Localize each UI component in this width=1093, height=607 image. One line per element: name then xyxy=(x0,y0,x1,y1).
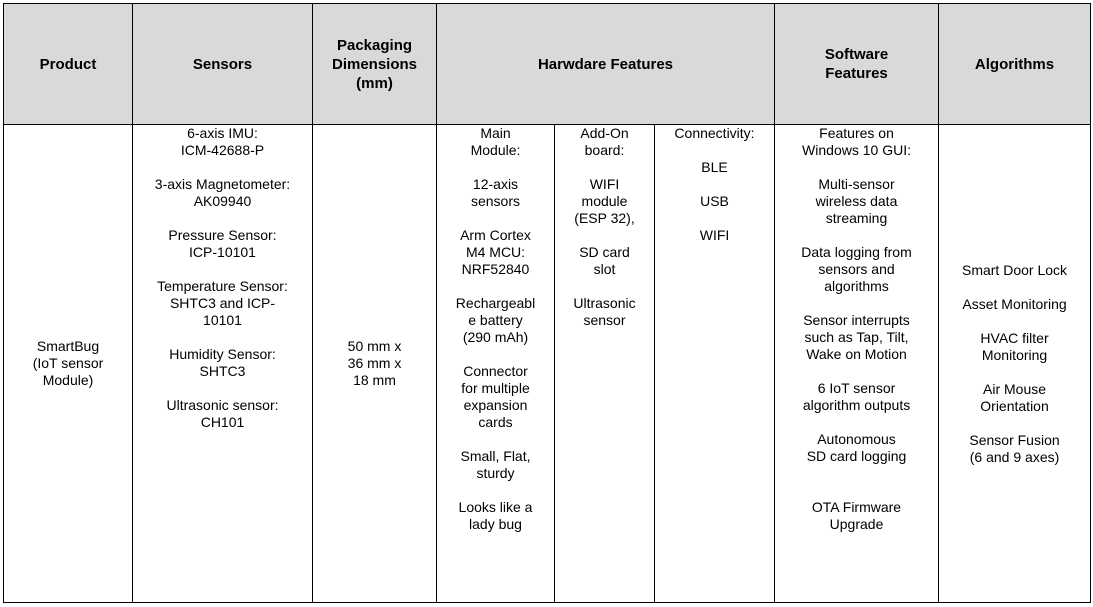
list-item xyxy=(137,278,308,329)
cell-line: Smart Door Lock xyxy=(961,261,1068,278)
list-item xyxy=(779,125,934,159)
list-item xyxy=(779,312,934,363)
cell-line: streaming xyxy=(825,210,888,226)
list-item xyxy=(559,295,650,329)
cell-line: Connector xyxy=(463,363,528,379)
cell-line: 50 mm x xyxy=(347,338,402,354)
cell-line: Air Mouse xyxy=(983,380,1047,397)
list-item xyxy=(559,125,650,159)
header-packaging xyxy=(313,4,437,125)
cell-line: 36 mm x xyxy=(347,355,402,371)
header-packaging-text: Packaging Dimensions (mm) xyxy=(331,36,418,92)
cell-line: M4 MCU: xyxy=(465,244,526,260)
cell-line: wireless data xyxy=(815,193,898,209)
list-item xyxy=(659,227,770,244)
list-item xyxy=(441,363,550,431)
table-row xyxy=(4,125,1091,603)
header-software xyxy=(775,4,939,125)
cell-line: NRF52840 xyxy=(461,261,530,277)
cell-algorithms xyxy=(939,125,1091,603)
cell-line: 6-axis IMU: xyxy=(187,125,258,141)
list-item xyxy=(137,227,308,261)
list-item xyxy=(943,381,1086,415)
cell-line: 10101 xyxy=(203,312,242,328)
header-software-text: Software Features xyxy=(824,46,889,82)
cell-line: (ESP 32), xyxy=(574,210,635,226)
cell-line: Ultrasonic sensor: xyxy=(166,397,279,413)
cell-line: 3-axis Magnetometer: xyxy=(154,176,291,192)
cell-line: Sensor interrupts xyxy=(803,312,910,328)
cell-line: slot xyxy=(593,261,616,277)
cell-line: SHTC3 xyxy=(199,363,246,379)
list-item xyxy=(441,125,550,159)
cell-line: 18 mm xyxy=(353,372,396,388)
list-item xyxy=(779,499,934,533)
list-item xyxy=(779,244,934,295)
list-item xyxy=(943,432,1086,466)
cell-packaging xyxy=(313,125,437,603)
cell-line: Looks like a xyxy=(458,499,533,515)
list-item xyxy=(137,176,308,210)
cell-line: lady bug xyxy=(469,516,522,532)
cell-line: (IoT sensor xyxy=(32,355,104,371)
cell-line: Connectivity: xyxy=(674,125,755,141)
cell-sensors xyxy=(133,125,313,603)
cell-line: Multi-sensor xyxy=(818,176,895,192)
header-sensors: Sensors xyxy=(133,4,313,125)
list-item xyxy=(779,431,934,465)
cell-line: SHTC3 and ICP- xyxy=(169,295,276,311)
list-item xyxy=(943,330,1086,364)
cell-line: Small, Flat, xyxy=(460,448,531,464)
cell-line: (6 and 9 axes) xyxy=(969,448,1060,465)
cell-hw-addon-board xyxy=(555,125,655,603)
cell-line: sturdy xyxy=(476,465,515,481)
cell-product xyxy=(4,125,133,603)
cell-line: (290 mAh) xyxy=(462,329,529,345)
list-item xyxy=(943,296,1086,313)
cell-line: board: xyxy=(584,142,625,158)
cell-line: WIFI xyxy=(589,176,620,192)
cell-line: Rechargeabl xyxy=(455,295,536,311)
product-spec-table xyxy=(3,3,1091,603)
cell-line: algorithms xyxy=(824,278,889,294)
list-item xyxy=(559,244,650,278)
cell-line: Arm Cortex xyxy=(460,227,531,243)
cell-line: expansion xyxy=(463,397,528,413)
cell-line: AK09940 xyxy=(193,193,252,209)
list-item xyxy=(659,125,770,142)
list-item xyxy=(441,448,550,482)
cell-hw-connectivity xyxy=(655,125,775,603)
list-item xyxy=(559,176,650,227)
cell-line: Ultrasonic xyxy=(573,295,636,311)
cell-line: HVAC filter xyxy=(980,329,1049,346)
cell-hw-main-module xyxy=(437,125,555,603)
cell-line: Humidity Sensor: xyxy=(169,346,276,362)
list-item xyxy=(659,193,770,210)
list-item xyxy=(659,159,770,176)
cell-line: Windows 10 GUI: xyxy=(802,142,911,158)
cell-line: Module) xyxy=(42,372,94,388)
cell-line: algorithm outputs xyxy=(802,397,911,413)
cell-line: Orientation xyxy=(980,397,1049,414)
cell-line: Sensor Fusion xyxy=(969,431,1060,448)
list-item xyxy=(943,262,1086,279)
cell-line: Module: xyxy=(470,142,521,158)
packaging-dimensions xyxy=(317,338,432,389)
cell-line: SmartBug xyxy=(36,338,100,354)
list-item xyxy=(441,499,550,533)
list-item xyxy=(137,397,308,431)
product-name xyxy=(8,338,128,389)
cell-line: for multiple xyxy=(461,380,530,396)
cell-line: Monitoring xyxy=(981,346,1048,363)
cell-line: ICM-42688-P xyxy=(180,142,265,158)
cell-line: sensor xyxy=(583,312,626,328)
cell-line: Data logging from xyxy=(801,244,912,260)
list-item xyxy=(779,380,934,414)
cell-line: such as Tap, Tilt, xyxy=(804,329,909,345)
cell-line: Autonomous xyxy=(817,431,896,447)
cell-line: cards xyxy=(478,414,513,430)
cell-line: Pressure Sensor: xyxy=(168,227,277,243)
cell-line: 6 IoT sensor xyxy=(817,380,896,396)
cell-line: CH101 xyxy=(200,414,245,430)
cell-line: Upgrade xyxy=(829,516,884,532)
cell-line: 12-axis xyxy=(472,176,519,192)
cell-line: USB xyxy=(700,193,729,209)
cell-line: sensors and xyxy=(818,261,895,277)
cell-line: Features on xyxy=(819,125,894,141)
list-item xyxy=(137,125,308,159)
list-item xyxy=(779,176,934,227)
header-product: Product xyxy=(4,4,133,125)
cell-line: Main xyxy=(480,125,511,141)
cell-line: BLE xyxy=(701,159,728,175)
list-item xyxy=(441,227,550,278)
cell-line: OTA Firmware xyxy=(811,499,902,515)
list-item xyxy=(441,295,550,346)
cell-line: ICP-10101 xyxy=(189,244,256,260)
cell-software xyxy=(775,125,939,603)
list-item xyxy=(441,176,550,210)
cell-line: Asset Monitoring xyxy=(962,295,1067,312)
cell-line: module xyxy=(581,193,628,209)
list-item xyxy=(137,346,308,380)
cell-line: WIFI xyxy=(699,227,730,243)
cell-line: Add-On xyxy=(580,125,629,141)
header-hardware: Harwdare Features xyxy=(437,4,775,125)
cell-line: sensors xyxy=(470,193,521,209)
cell-line: Temperature Sensor: xyxy=(157,278,288,294)
header-row xyxy=(4,4,1091,125)
header-algorithms: Algorithms xyxy=(939,4,1091,125)
cell-line: SD card xyxy=(579,244,630,260)
cell-line: e battery xyxy=(468,312,523,328)
cell-line: Wake on Motion xyxy=(806,346,907,362)
cell-line: SD card logging xyxy=(806,448,907,464)
